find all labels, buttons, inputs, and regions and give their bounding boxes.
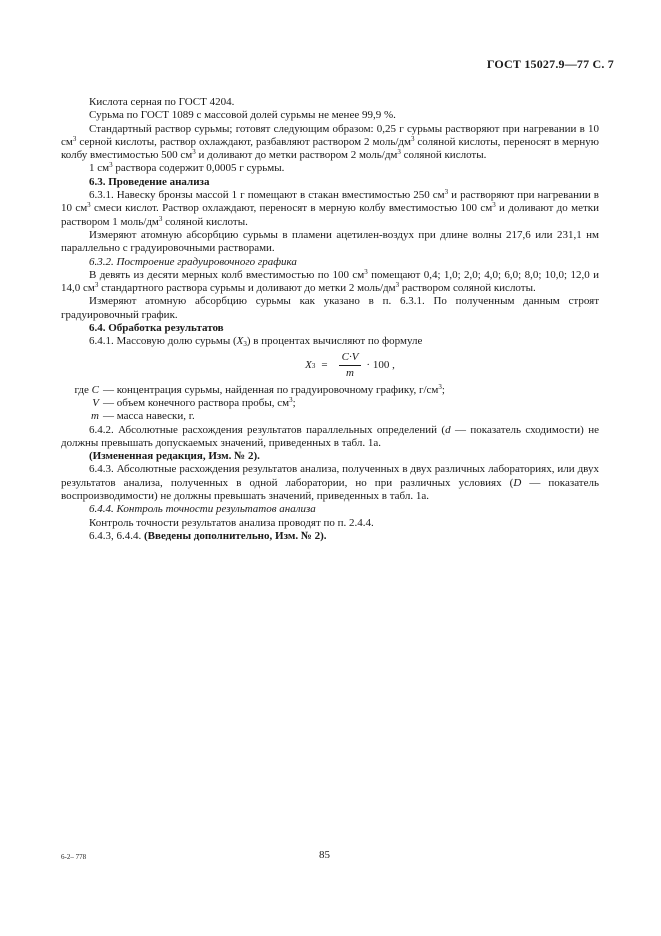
paragraph: Стандартный раствор сурьмы; готовят следующим образом: 0,25 г сурьмы растворяют при нагревании в 10 $см^3$ серной кислоты, раствор охлаждают, разбавляют раствором 2 моль/$дм^3$ соляной кислоты, переносят в мерную колбу вместимостью 500 $см^3$ и доливают до метки раствором 2 моль/$дм^3$ соляной кислоты. bbox=[61, 122, 599, 162]
variable-row: m — масса навески, г. bbox=[91, 410, 195, 423]
subsection-heading: 6.3.2. Построение градуировочного графика bbox=[89, 255, 297, 268]
page-header: ГОСТ 15027.9—77 С. 7 bbox=[486, 57, 614, 71]
paragraph: Кислота серная по ГОСТ 4204. bbox=[89, 96, 235, 108]
page-number: 85 bbox=[319, 849, 330, 861]
section-heading: 6.3. Проведение анализа bbox=[89, 175, 210, 188]
section-heading: 6.4. Обработка результатов bbox=[89, 322, 224, 335]
formula: X 3 = $\frac{C\cdot V}{m}$ · 100 , bbox=[305, 350, 395, 380]
print-code: 6-2– 778 bbox=[61, 853, 87, 861]
paragraph: Контроль точности результатов анализа проводят по п. 2.4.4. bbox=[89, 516, 374, 529]
paragraph: Сурьма по ГОСТ 1089 с массовой долей сурьмы не менее 99,9 %. bbox=[89, 109, 396, 122]
formula-variables bbox=[61, 384, 599, 424]
variable-row: V — объем конечного раствора пробы, $см^3$; bbox=[92, 395, 296, 409]
variable-row: где C — концентрация сурьмы, найденная по градуировочному графику, $г/см^3$; bbox=[74, 382, 445, 396]
edit-note: (Измененная редакция, Изм. № 2). bbox=[89, 450, 260, 463]
document-body bbox=[61, 96, 599, 543]
paragraph: Измеряют атомную абсорбцию сурьмы в пламени ацетилен-воздух при длине волны 217,6 или 231,1 нм параллельно с градуировочными растворами. bbox=[61, 228, 599, 255]
subsection-heading: 6.4.4. Контроль точности результатов анализа bbox=[89, 503, 316, 516]
paragraph: 1 $см^3$ раствора содержит 0,0005 г сурьмы. bbox=[89, 161, 285, 175]
paragraph: 6.4.1. Массовую долю сурьмы $(X_3)$ в процентах вычисляют по формуле bbox=[89, 335, 423, 349]
paragraph: В девять из десяти мерных колб вместимостью по 100 $см^3$ помещают 0,4; 1,0; 2,0; 4,0; 6,0; 8,0; 10,0; 12,0 и 14,0 $см^3$ стандартного раствора сурьмы и доливают до метки 2 моль/$дм^3$ раствором соляной кислоты. bbox=[61, 267, 599, 295]
paragraph: 6.4.3, 6.4.4. (Введены дополнительно, Изм. № 2). bbox=[89, 529, 327, 542]
paragraph: 6.4.2. Абсолютные расхождения результатов параллельных определений (d — показатель сходимости) не должны превышать допускаемых значений, приведенных в табл. 1а. bbox=[61, 423, 599, 449]
fraction: $\frac{C\cdot V}{m}$ bbox=[339, 351, 362, 381]
paragraph: Измеряют атомную абсорбцию сурьмы как указано в п. 6.3.1. По полученным данным строят градуировочный график. bbox=[61, 295, 599, 321]
paragraph: 6.3.1. Навеску бронзы массой 1 г помещают в стакан вместимостью 250 $см^3$ и растворяют при нагревании в 10 $см^3$ смеси кислот. Раствор охлаждают, переносят в мерную колбу вместимостью 100 $см^3$ и доливают до метки раствором 1 моль/$дм^3$ соляной кислоты. bbox=[61, 188, 599, 228]
paragraph: 6.4.3. Абсолютные расхождения результатов анализа, полученных в двух различных лабораториях, или двух результатов анализа, полученных в одной лаборатории, но при различных условиях (D — показатель воспроизводимости) не должны превышать значений, приведенных в табл. 1а. bbox=[61, 463, 599, 503]
